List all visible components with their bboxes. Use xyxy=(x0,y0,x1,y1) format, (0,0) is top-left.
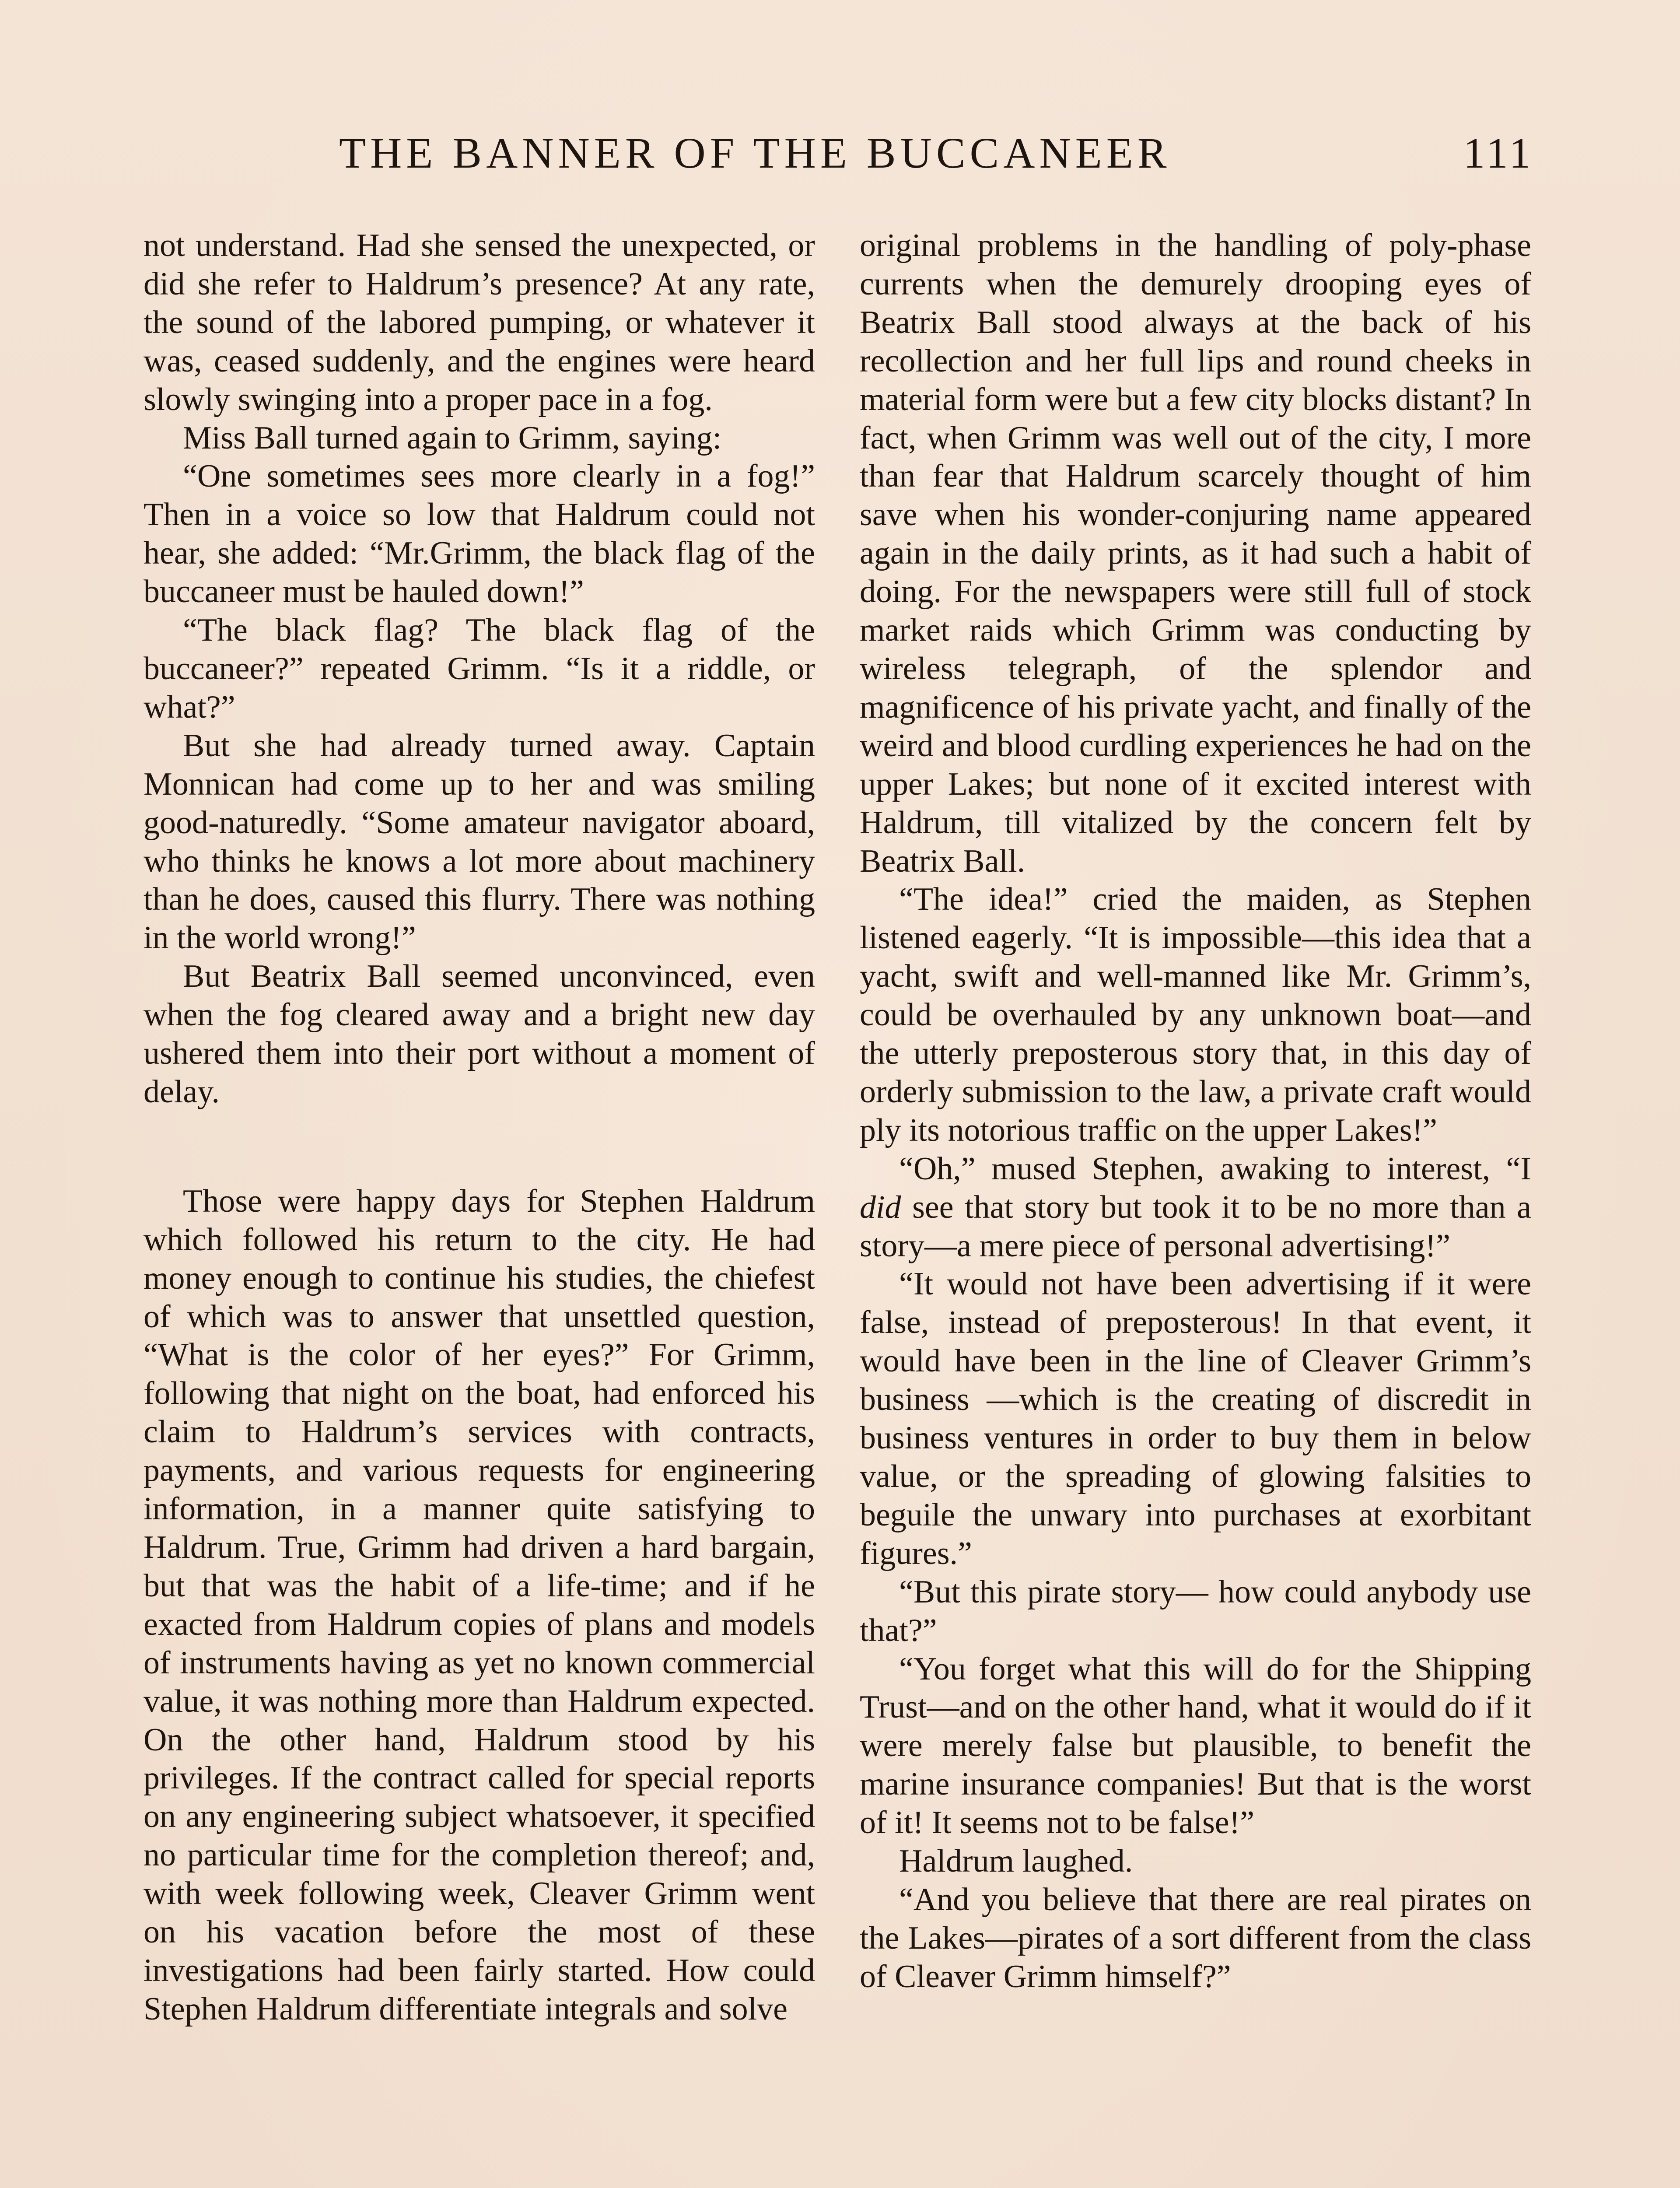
paragraph: “And you believe that there are real pirates on the Lakes—pirates of a sort different from the class of Cleaver Grimm himself?” xyxy=(860,1881,1531,1995)
left-column xyxy=(144,227,815,2029)
paragraph: “One sometimes sees more clearly in a fog!” Then in a voice so low that Haldrum could not hear, she added: “Mr.Grimm, the black flag of the buccaneer must be hauled down!” xyxy=(144,458,815,610)
paragraph: “It would not have been advertising if it were false, instead of preposterous! In that event, it would have been in the line of Cleaver Grimm’s business —which is the creating of discredit in business ventures in order to buy them in below value, or the spreading of glowing falsities to beguile the unwary into purchases at exorbitant figures.” xyxy=(860,1266,1531,1571)
paragraph: Those were happy days for Stephen Haldrum which followed his return to the city. He had money enough to continue his studies, the chiefest of which was to answer that unsettled question, “What is the color of her eyes?” For Grimm, following that night on the boat, had enforced his claim to Haldrum’s services with contracts, payments, and various requests for engineering information, in a manner quite satisfying to Haldrum. True, Grimm had driven a hard bargain, but that was the habit of a life-time; and if he exacted from Haldrum copies of plans and models of instruments having as yet no known commercial value, it was nothing more than Haldrum expected. On the other hand, Haldrum stood by his privileges. If the contract called for special reports on any engineering subject whatsoever, it specified no particular time for the completion thereof; and, with week following week, Cleaver Grimm went on his vacation before the most of these investigations had been fairly started. How could Stephen Haldrum differentiate integrals and solve xyxy=(144,1183,815,2027)
page-header xyxy=(339,127,1533,179)
paragraph: But she had already turned away. Captain Monnican had come up to her and was smiling good-naturedly. “Some amateur navigator aboard, who thinks he knows a lot more about machinery than he does, caused this flurry. There was nothing in the world wrong!” xyxy=(144,727,815,956)
right-column xyxy=(860,227,1531,1996)
paragraph: But Beatrix Ball seemed unconvinced, even when the fog cleared away and a bright new day ushered them into their port without a moment of delay. xyxy=(144,958,815,1110)
paragraph: Haldrum laughed. xyxy=(899,1843,1133,1879)
paragraph-text: “Oh,” mused Stephen, awaking to interest, “I xyxy=(899,1150,1531,1187)
paragraph: “The idea!” cried the maiden, as Stephen listened eagerly. “It is impossible—this idea that a yacht, swift and well-manned like Mr. Grimm’s, could be overhauled by any unknown boat—and the utterly preposterous story that, in this day of orderly submission to the law, a private craft would ply its notorious traffic on the upper Lakes!” xyxy=(860,881,1531,1148)
paragraph: not understand. Had she sensed the unexpected, or did she refer to Haldrum’s presence? At any rate, the sound of the labored pumping, or whatever it was, ceased suddenly, and the engines were heard slowly swinging into a proper pace in a fog. xyxy=(144,228,815,417)
paragraph: “But this pirate story— how could anybody use that?” xyxy=(860,1574,1531,1648)
page-number: 111 xyxy=(1463,129,1533,177)
paragraph xyxy=(860,1150,1531,1266)
paragraph: “The black flag? The black flag of the buccaneer?” repeated Grimm. “Is it a riddle, or what?” xyxy=(144,612,815,725)
paragraph-text: see that story but took it to be no more than a story—a mere piece of personal advertising!” xyxy=(860,1189,1531,1264)
paragraph: Miss Ball turned again to Grimm, saying: xyxy=(183,420,722,456)
paragraph: original problems in the handling of poly-phase currents when the demurely drooping eyes of Beatrix Ball stood always at the back of his recollection and her full lips and round cheeks in material form were but a few city blocks distant? In fact, when Grimm was well out of the city, I more than fear that Haldrum scarcely thought of him save when his wonder-conjuring name appeared again in the daily prints, as it had such a habit of doing. For the newspapers were still full of stock market raids which Grimm was conducting by wireless telegraph, of the splendor and magnificence of his private yacht, and finally of the weird and blood curdling experiences he had on the upper Lakes; but none of it excited interest with Haldrum, till vitalized by the concern felt by Beatrix Ball. xyxy=(860,228,1531,879)
emphasis-text: did xyxy=(860,1189,901,1225)
running-title: THE BANNER OF THE BUCCANEER xyxy=(339,129,1171,177)
paragraph: “You forget what this will do for the Shipping Trust—and on the other hand, what it would do if it were merely false but plausible, to benefit the marine insurance companies! But that is the worst of it! It seems not to be false!” xyxy=(860,1651,1531,1841)
